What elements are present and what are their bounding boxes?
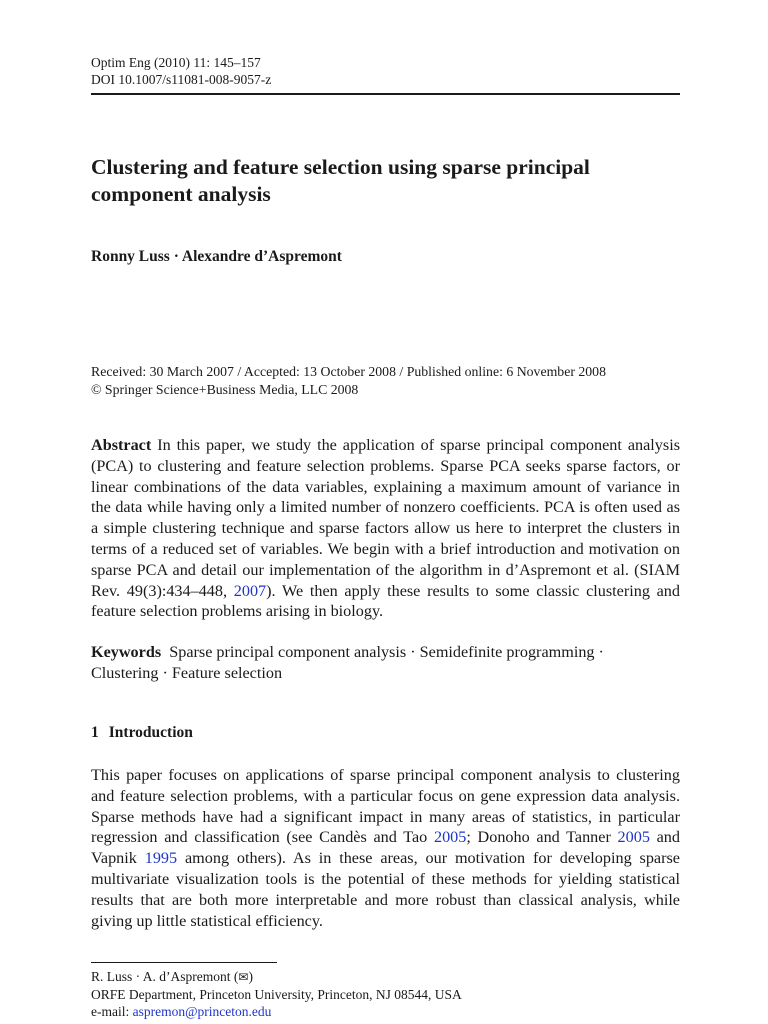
abstract xyxy=(91,435,680,622)
footnote-rule xyxy=(91,962,277,963)
section-heading xyxy=(91,724,193,742)
publication-history xyxy=(91,363,606,399)
affiliation: ORFE Department, Princeton University, Princeton, NJ 08544, USA xyxy=(91,987,462,1002)
section-number: 1 xyxy=(91,724,99,741)
intro-text-4: among others). As in these areas, our motivation for developing sparse multivariate visualization tools is the potential of these methods for yielding statistical results that are both more interpretable and more robust than classical analysis, while giving up little statistical efficiency. xyxy=(91,849,680,930)
footnote-paren: ) xyxy=(248,969,253,984)
intro-text-2: ; Donoho and Tanner xyxy=(466,828,618,847)
introduction-paragraph xyxy=(91,765,680,931)
abstract-label: Abstract xyxy=(91,436,152,454)
title-line-2: component analysis xyxy=(91,182,271,206)
footnote-authors: R. Luss · A. d’Aspremont ( xyxy=(91,969,239,984)
section-title: Introduction xyxy=(108,724,193,741)
history-dates: Received: 30 March 2007 / Accepted: 13 October 2008 / Published online: 6 November 2008 xyxy=(91,364,606,379)
journal-citation: Optim Eng (2010) 11: 145–157 xyxy=(91,55,261,70)
citation-link-donoho-tanner[interactable]: 2005 xyxy=(617,828,650,847)
email-label: e-mail: xyxy=(91,1004,133,1019)
author-footnote xyxy=(91,968,462,1020)
title-line-1: Clustering and feature selection using sparse principal xyxy=(91,155,590,179)
keywords xyxy=(91,642,680,684)
citation-link-2007[interactable]: 2007 xyxy=(233,581,267,600)
header-rule xyxy=(91,93,680,95)
intro-text-3: and Vapnik xyxy=(91,828,680,868)
journal-header xyxy=(91,55,271,88)
paper-title xyxy=(91,154,680,208)
abstract-text-end: ). We then apply these results to some classic clustering and feature selection problems arising in biology. xyxy=(91,581,680,621)
abstract-text: In this paper, we study the application of sparse principal component analysis (PCA) to clustering and feature selection problems. Sparse PCA seeks sparse factors, or linear combinations of the data variables, explaining a maximum amount of variance in the data while having only a limited number of nonzero coefficients. PCA is often used as a simple clustering technique and sparse factors allow us here to interpret the clusters in terms of a reduced set of variables. We begin with a brief introduction and motivation on sparse PCA and detail our implementation of the algorithm in d’Aspremont et al. (SIAM Rev. 49(3):434–448, xyxy=(91,436,680,600)
keywords-label: Keywords xyxy=(91,643,162,661)
authors: Ronny Luss · Alexandre d’Aspremont xyxy=(91,248,342,265)
article-page xyxy=(91,0,680,1024)
keywords-line-2: Clustering · Feature selection xyxy=(91,663,283,682)
email-link[interactable]: aspremon@princeton.edu xyxy=(132,1004,272,1019)
citation-link-candes-tao[interactable]: 2005 xyxy=(433,828,467,847)
citation-link-vapnik[interactable]: 1995 xyxy=(144,849,178,868)
intro-text-1: This paper focuses on applications of sparse principal component analysis to clustering and feature selection problems, with a particular focus on gene expression data analysis. Sparse methods have had a significant impact in many areas of statistics, in particular regression and classification (see Candès and Tao xyxy=(91,766,680,847)
doi: DOI 10.1007/s11081-008-9057-z xyxy=(91,71,272,87)
copyright: © Springer Science+Business Media, LLC 2008 xyxy=(91,382,359,397)
keywords-line-1: Sparse principal component analysis · Semidefinite programming · xyxy=(169,643,604,661)
envelope-icon: ✉ xyxy=(238,970,249,984)
